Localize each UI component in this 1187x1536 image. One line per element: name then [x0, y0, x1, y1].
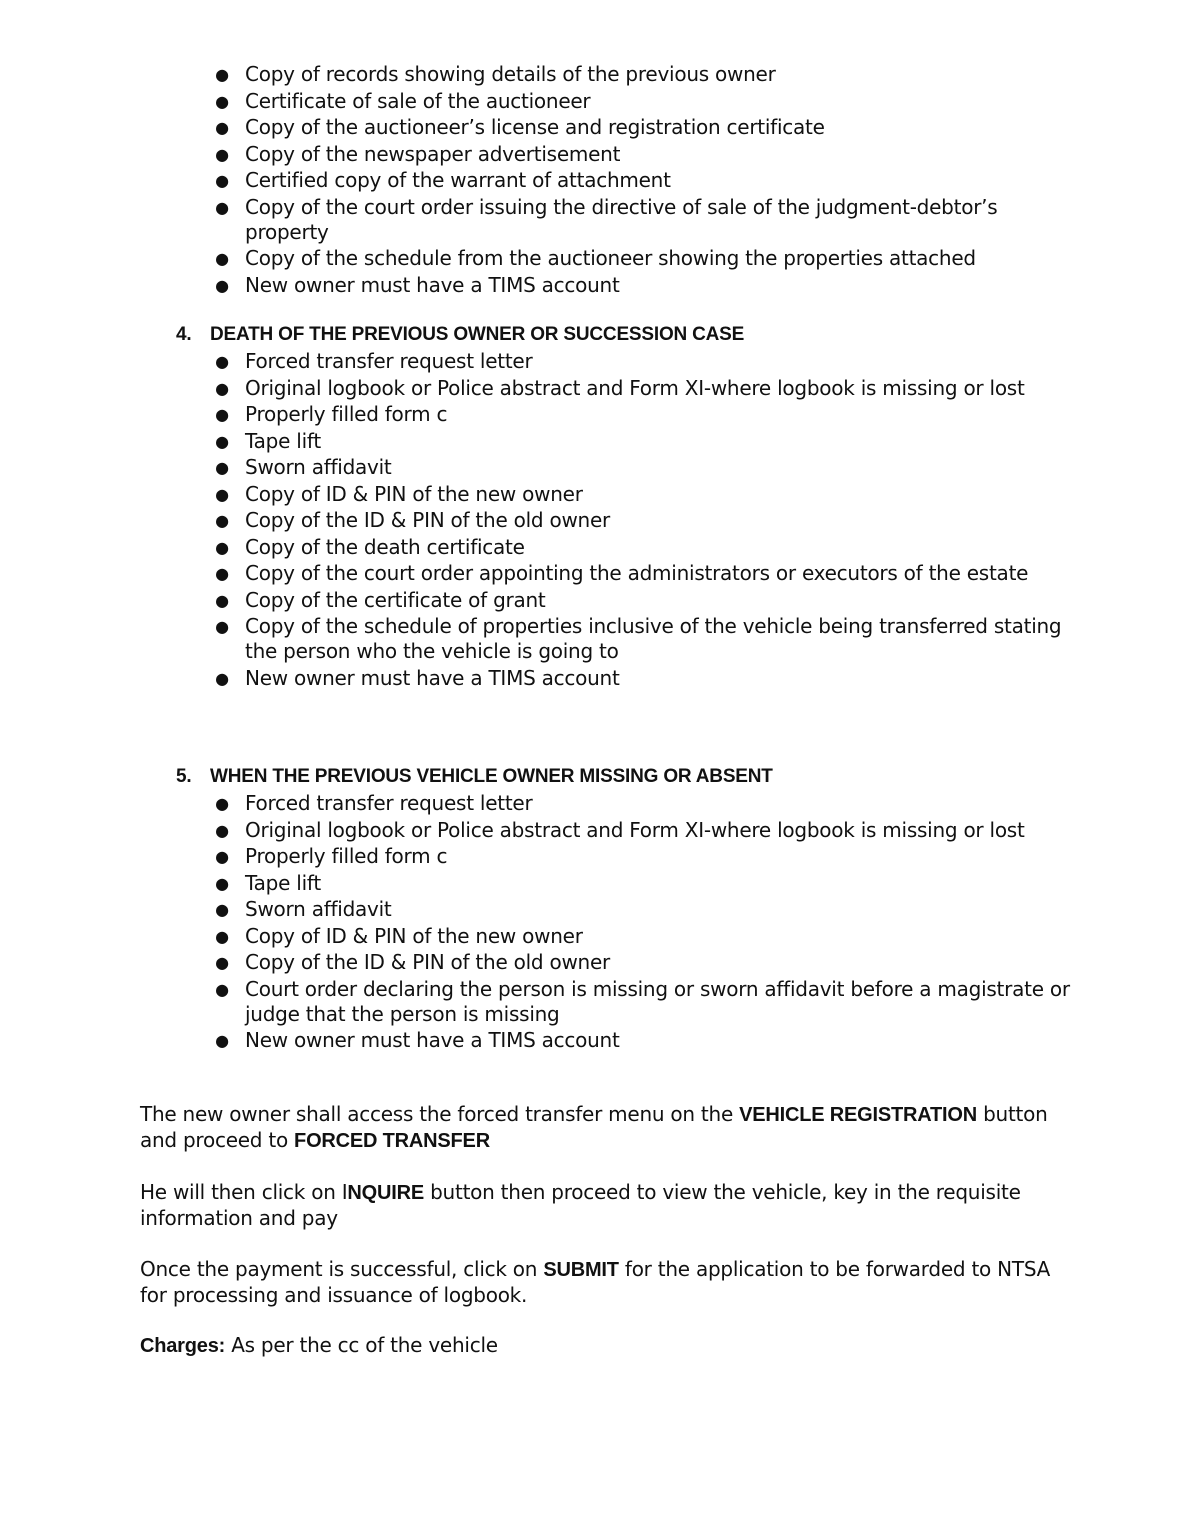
charges-paragraph: [140, 1333, 1060, 1359]
list-item: ● Tape lift: [212, 429, 1072, 454]
instruction-paragraph-3: Once the payment is successful, click on SUBMIT for the application to be forwarded to NTSA for processing and issuance of logbook.: [140, 1257, 1051, 1307]
section-title: WHEN THE PREVIOUS VEHICLE OWNER MISSING OR ABSENT: [210, 766, 773, 787]
list-item: ● Properly filled form c: [212, 844, 1072, 869]
list-item: ● New owner must have a TIMS account: [212, 1028, 1072, 1053]
bullet-icon: ●: [215, 794, 229, 813]
list-item: ● Copy of the certificate of grant: [212, 588, 1072, 613]
bullet-icon: ●: [215, 590, 229, 610]
list-item: ● Copy of the ID & PIN of the old owner: [212, 508, 1072, 533]
list-item: ● Certified copy of the warrant of attachment: [212, 168, 1072, 193]
forced-transfer-term: FORCED TRANSFER: [294, 1130, 490, 1152]
list-item: ● Tape lift: [212, 871, 1072, 896]
list-item: ● Copy of the auctioneer’s license and registration certificate: [212, 115, 1072, 140]
section-5-list: [212, 791, 1072, 1055]
bullet-icon: ●: [215, 197, 229, 217]
list-item: ● Copy of ID & PIN of the new owner: [212, 924, 1072, 949]
bullet-icon: ●: [215, 511, 229, 530]
section-title: DEATH OF THE PREVIOUS OWNER OR SUCCESSION CASE: [210, 324, 745, 345]
bullet-icon: ●: [215, 431, 229, 451]
bullet-icon: ●: [215, 171, 229, 190]
bullet-icon: ●: [215, 144, 229, 164]
list-item: ● New owner must have a TIMS account: [212, 273, 1072, 298]
list-item: ● Copy of the death certificate: [212, 535, 1072, 560]
bullet-icon: ●: [215, 926, 229, 946]
list-item: ● Forced transfer request letter: [212, 791, 1072, 816]
instruction-paragraph-2: He will then click on INQUIRE button then proceed to view the vehicle, key in the requisite information and pay: [140, 1180, 1021, 1230]
required-documents-list: [212, 62, 1072, 299]
bullet-icon: ●: [215, 564, 229, 583]
section-heading-5: [176, 765, 773, 789]
list-item: ● Copy of ID & PIN of the new owner: [212, 482, 1072, 507]
bullet-icon: ●: [215, 979, 229, 999]
bullet-icon: ●: [215, 249, 229, 268]
bullet-icon: ●: [215, 458, 229, 477]
vehicle-registration-term: VEHICLE REGISTRATION: [739, 1104, 977, 1126]
bullet-icon: ●: [215, 847, 229, 866]
bullet-icon: ●: [215, 873, 229, 893]
bullet-icon: ●: [215, 1031, 229, 1050]
bullet-icon: ●: [215, 118, 229, 137]
bullet-icon: ●: [215, 378, 229, 398]
section-number: 4.: [176, 324, 192, 345]
list-item: ● Sworn affidavit: [212, 455, 1072, 480]
list-item: ● Sworn affidavit: [212, 897, 1072, 922]
inquire-term: NQUIRE: [347, 1182, 424, 1204]
list-item: ● Original logbook or Police abstract and Form XI-where logbook is missing or lost: [212, 818, 1072, 843]
instruction-paragraph-1: The new owner shall access the forced transfer menu on the VEHICLE REGISTRATION button and proceed to FORCED TRANSFER: [140, 1102, 1048, 1152]
section-heading-4: [176, 323, 744, 347]
bullet-icon: ●: [215, 820, 229, 840]
list-item: ● Copy of the schedule of properties inclusive of the vehicle being transferred stating the person who the vehicle is going to: [212, 614, 1072, 664]
bullet-icon: ●: [215, 65, 229, 84]
list-item: ● Copy of the ID & PIN of the old owner: [212, 950, 1072, 975]
list-item: ● Copy of the schedule from the auctioneer showing the properties attached: [212, 246, 1072, 271]
list-item: ● Forced transfer request letter: [212, 349, 1072, 374]
section-4-list: [212, 349, 1072, 692]
bullet-icon: ●: [215, 668, 229, 688]
list-item: ● New owner must have a TIMS account: [212, 666, 1072, 691]
section-number: 5.: [176, 766, 192, 787]
list-item: ● Copy of the court order appointing the administrators or executors of the estate: [212, 561, 1072, 586]
bullet-icon: ●: [215, 900, 229, 919]
list-item: ● Copy of records showing details of the previous owner: [212, 62, 1072, 87]
bullet-icon: ●: [215, 91, 229, 111]
charges-label: Charges:: [140, 1335, 226, 1357]
list-item: ● Copy of the newspaper advertisement: [212, 142, 1072, 167]
bullet-icon: ●: [215, 617, 229, 636]
bullet-icon: ●: [215, 953, 229, 972]
submit-term: SUBMIT: [543, 1259, 619, 1281]
list-item: ● Certificate of sale of the auctioneer: [212, 89, 1072, 114]
list-item: ● Original logbook or Police abstract and Form XI-where logbook is missing or lost: [212, 376, 1072, 401]
list-item: ● Copy of the court order issuing the directive of sale of the judgment-debtor’s property: [212, 195, 1072, 245]
bullet-icon: ●: [215, 405, 229, 424]
bullet-icon: ●: [215, 275, 229, 295]
list-item: ● Properly filled form c: [212, 402, 1072, 427]
charges-text: As per the cc of the vehicle: [225, 1333, 498, 1357]
bullet-icon: ●: [215, 537, 229, 557]
bullet-icon: ●: [215, 484, 229, 504]
list-item: ● Court order declaring the person is missing or sworn affidavit before a magistrate or judge that the person is missing: [212, 977, 1072, 1027]
bullet-icon: ●: [215, 352, 229, 371]
